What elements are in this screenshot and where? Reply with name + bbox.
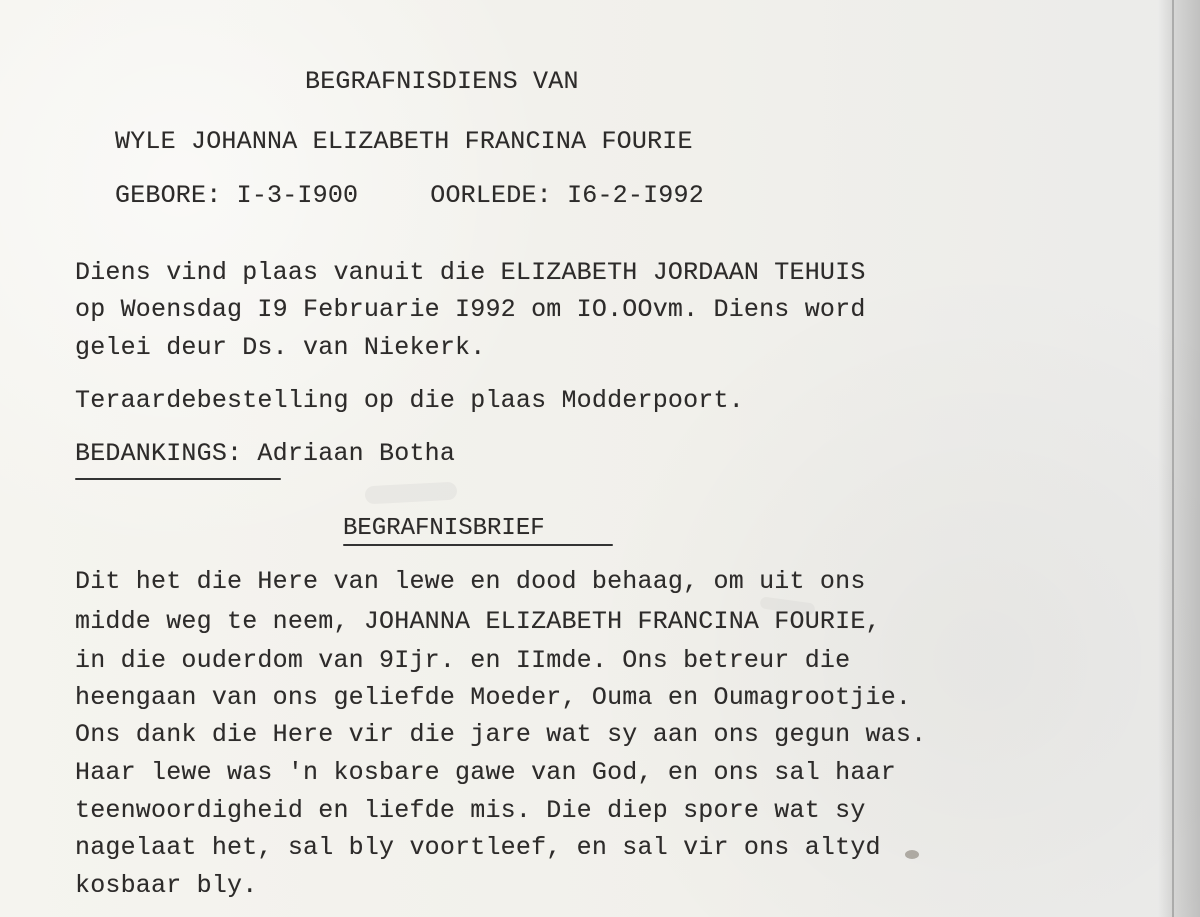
letter-line: Haar lewe was 'n kosbare gawe van God, en ons sal haar xyxy=(75,758,896,787)
letter-line: in die ouderdom van 9Ijr. en IImde. Ons betreur die xyxy=(75,646,851,675)
service-line: Diens vind plaas vanuit die ELIZABETH JORDAAN TEHUIS xyxy=(75,258,866,287)
acknowledgements-line xyxy=(75,440,455,468)
faint-paper-mark xyxy=(365,482,458,505)
letter-line: midde weg te neem, JOHANNA ELIZABETH FRANCINA FOURIE, xyxy=(75,607,881,636)
death-date: OORLEDE: I6-2-I992 xyxy=(430,181,704,210)
dates-line xyxy=(115,181,704,210)
service-line: gelei deur Ds. van Niekerk. xyxy=(75,333,486,362)
letter-line: teenwoordigheid en liefde mis. Die diep spore wat sy xyxy=(75,796,866,825)
ink-spot xyxy=(905,850,919,859)
letter-title-underline xyxy=(343,544,613,546)
acknowledgements-name: Adriaan Botha xyxy=(242,439,456,468)
letter-line: heengaan van ons geliefde Moeder, Ouma en Oumagrootjie. xyxy=(75,683,912,712)
page-edge-line xyxy=(1172,0,1174,917)
letter-line: Dit het die Here van lewe en dood behaag, om uit ons xyxy=(75,567,866,596)
burial-line: Teraardebestelling op die plaas Modderpoort. xyxy=(75,386,744,415)
service-line: op Woensdag I9 Februarie I992 om IO.OOvm. Diens word xyxy=(75,295,866,324)
letter-line: Ons dank die Here vir die jare wat sy aan ons gegun was. xyxy=(75,720,927,749)
letter-title: BEGRAFNISBRIEF xyxy=(343,515,545,542)
letter-line: nagelaat het, sal bly voortleef, en sal vir ons altyd xyxy=(75,833,881,862)
birth-date: GEBORE: I-3-I900 xyxy=(115,181,359,210)
acknowledgements-label: BEDANKINGS: xyxy=(75,439,243,468)
letter-line: kosbaar bly. xyxy=(75,871,258,900)
page-edge-shadow xyxy=(1158,0,1200,917)
document-title: BEGRAFNISDIENS VAN xyxy=(305,67,579,96)
deceased-name-line: WYLE JOHANNA ELIZABETH FRANCINA FOURIE xyxy=(115,127,693,156)
acknowledgements-underline xyxy=(75,478,281,480)
